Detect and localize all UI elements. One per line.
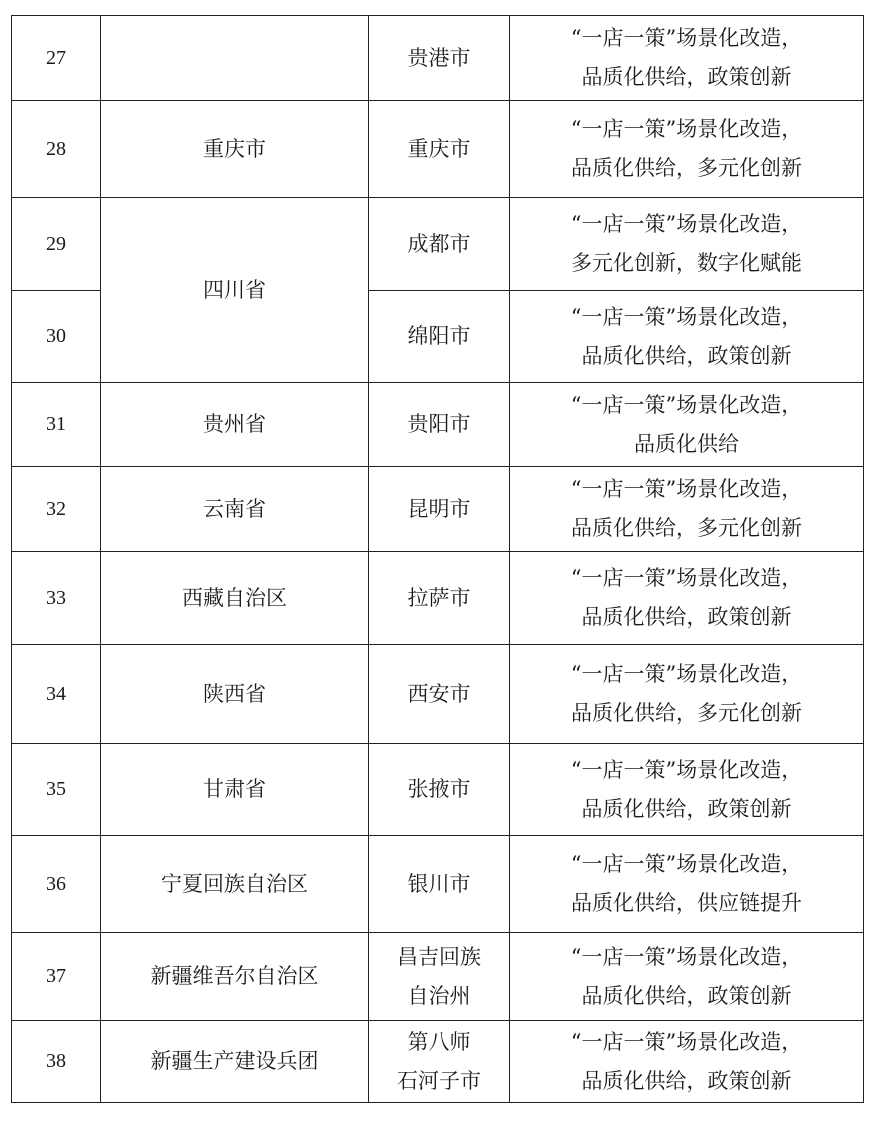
city-cell: 昌吉回族 自治州	[369, 933, 510, 1021]
city-cell: 贵港市	[369, 16, 510, 101]
city-cell: 重庆市	[369, 101, 510, 198]
measures-cell: “一店一策”场景化改造， 品质化供给，多元化创新	[510, 645, 864, 744]
city-cell: 成都市	[369, 198, 510, 291]
province-cell: 云南省	[101, 467, 369, 552]
table-row	[12, 1021, 864, 1103]
measures-cell: “一店一策”场景化改造， 品质化供给，政策创新	[510, 1021, 864, 1103]
measures-cell: “一店一策”场景化改造， 品质化供给	[510, 383, 864, 467]
table-row	[12, 101, 864, 198]
table-row	[12, 744, 864, 836]
measures-cell: “一店一策”场景化改造， 品质化供给，多元化创新	[510, 467, 864, 552]
province-cell: 新疆生产建设兵团	[101, 1021, 369, 1103]
measures-cell: “一店一策”场景化改造， 品质化供给，多元化创新	[510, 101, 864, 198]
measures-cell: “一店一策”场景化改造， 品质化供给，政策创新	[510, 291, 864, 383]
table-row	[12, 383, 864, 467]
province-cell: 贵州省	[101, 383, 369, 467]
province-cell: 甘肃省	[101, 744, 369, 836]
province-cell	[101, 16, 369, 101]
city-cell: 张掖市	[369, 744, 510, 836]
table-row	[12, 836, 864, 933]
table-row	[12, 198, 864, 291]
province-cell: 重庆市	[101, 101, 369, 198]
row-number: 33	[12, 552, 101, 645]
measures-cell: “一店一策”场景化改造， 品质化供给，政策创新	[510, 744, 864, 836]
city-cell: 昆明市	[369, 467, 510, 552]
row-number: 38	[12, 1021, 101, 1103]
row-number: 35	[12, 744, 101, 836]
table-row	[12, 645, 864, 744]
table-row	[12, 933, 864, 1021]
measures-cell: “一店一策”场景化改造， 多元化创新，数字化赋能	[510, 198, 864, 291]
province-cell: 宁夏回族自治区	[101, 836, 369, 933]
measures-cell: “一店一策”场景化改造， 品质化供给，政策创新	[510, 933, 864, 1021]
table-row	[12, 467, 864, 552]
pilot-city-table	[11, 15, 864, 1103]
table-row	[12, 552, 864, 645]
city-cell: 绵阳市	[369, 291, 510, 383]
measures-cell: “一店一策”场景化改造， 品质化供给，政策创新	[510, 552, 864, 645]
city-cell: 银川市	[369, 836, 510, 933]
measures-cell: “一店一策”场景化改造， 品质化供给，供应链提升	[510, 836, 864, 933]
row-number: 34	[12, 645, 101, 744]
city-cell: 西安市	[369, 645, 510, 744]
row-number: 32	[12, 467, 101, 552]
row-number: 36	[12, 836, 101, 933]
row-number: 29	[12, 198, 101, 291]
province-cell: 新疆维吾尔自治区	[101, 933, 369, 1021]
row-number: 37	[12, 933, 101, 1021]
city-cell: 贵阳市	[369, 383, 510, 467]
row-number: 28	[12, 101, 101, 198]
measures-cell: “一店一策”场景化改造， 品质化供给，政策创新	[510, 16, 864, 101]
province-cell: 陕西省	[101, 645, 369, 744]
row-number: 31	[12, 383, 101, 467]
city-cell: 拉萨市	[369, 552, 510, 645]
row-number: 27	[12, 16, 101, 101]
province-cell: 西藏自治区	[101, 552, 369, 645]
province-cell: 四川省	[101, 198, 369, 383]
table-row	[12, 16, 864, 101]
row-number: 30	[12, 291, 101, 383]
city-cell: 第八师 石河子市	[369, 1021, 510, 1103]
